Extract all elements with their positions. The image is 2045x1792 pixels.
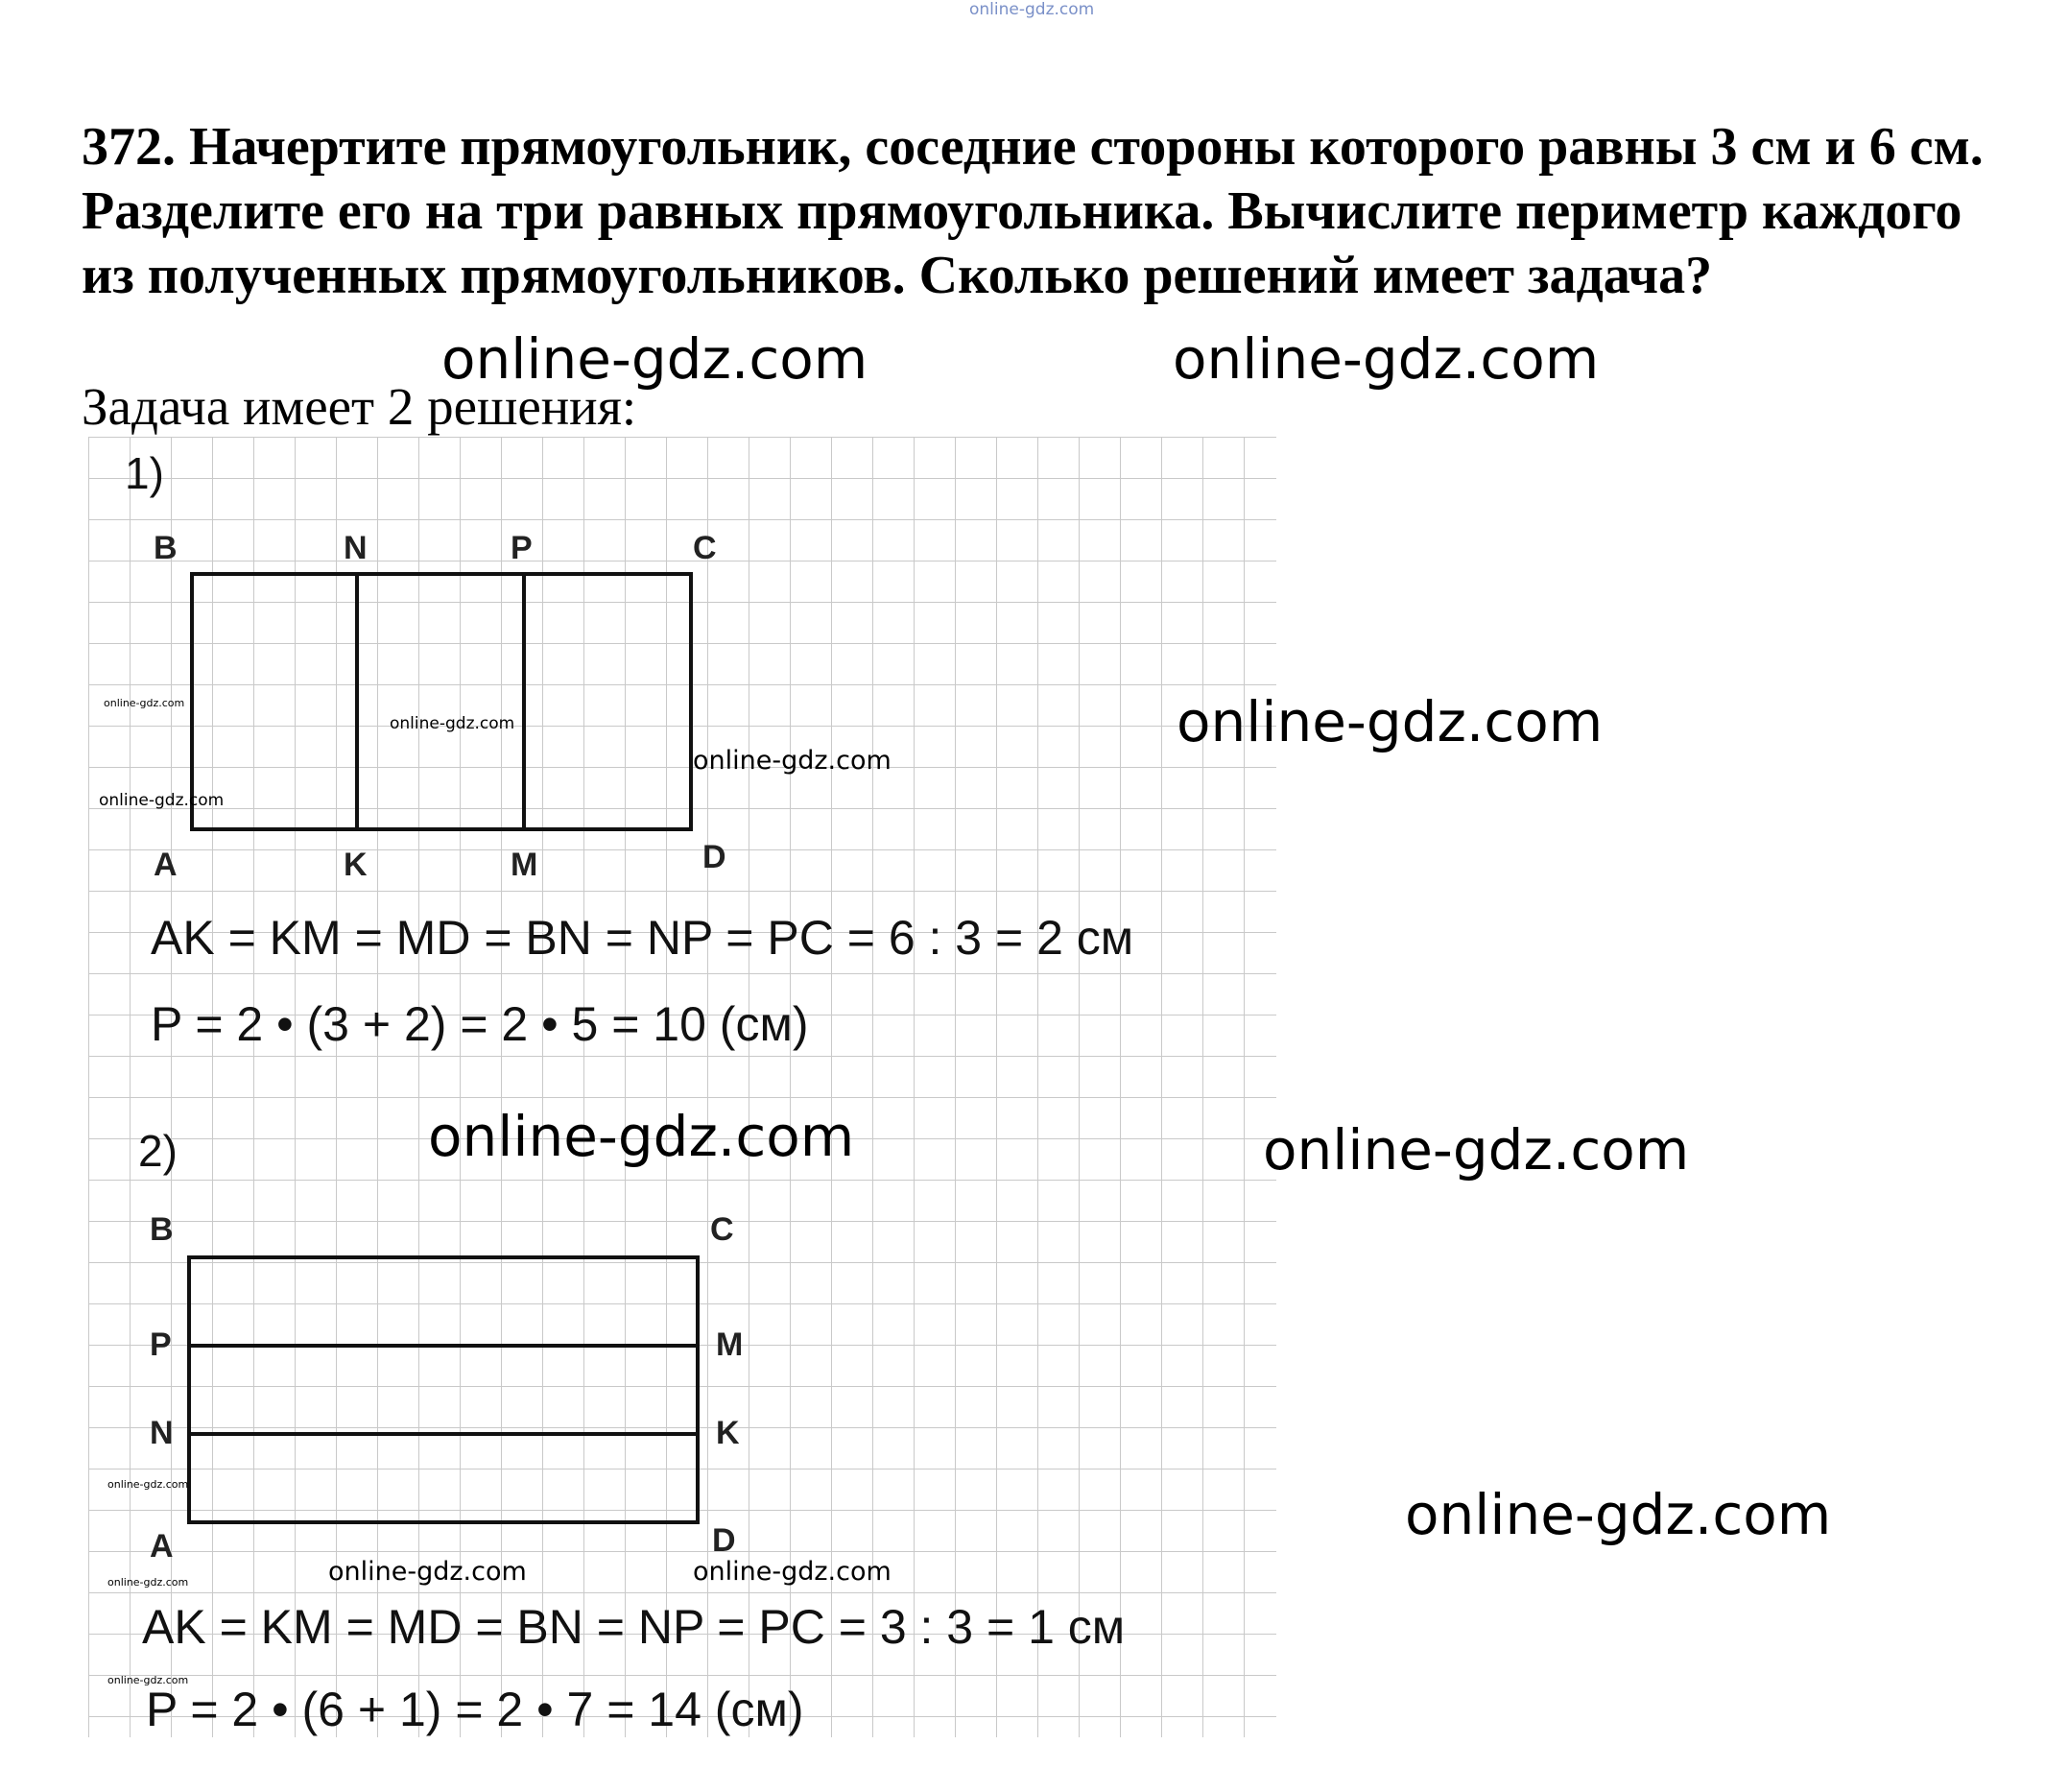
label-c-1: C bbox=[693, 530, 717, 566]
watermark: online-gdz.com bbox=[428, 1104, 855, 1169]
label-b-2: B bbox=[150, 1211, 174, 1248]
watermark: online-gdz.com bbox=[107, 1576, 189, 1589]
watermark: online-gdz.com bbox=[693, 1557, 892, 1587]
solution-2-formula-sides: AK = KM = MD = BN = NP = PC = 3 : 3 = 1 см bbox=[142, 1600, 1126, 1654]
header-watermark: online-gdz.com bbox=[969, 0, 1095, 19]
label-p-2: P bbox=[150, 1326, 172, 1363]
answer-line: Задача имеет 2 решения: bbox=[82, 377, 637, 436]
label-m-2: M bbox=[716, 1326, 744, 1363]
watermark: online-gdz.com bbox=[328, 1557, 527, 1587]
watermark: online-gdz.com bbox=[107, 1674, 189, 1686]
label-c-2: C bbox=[710, 1211, 734, 1248]
label-n-1: N bbox=[344, 530, 368, 566]
label-a-2: A bbox=[150, 1528, 174, 1565]
problem-statement: 372. Начертите прямоугольник, соседние стороны которого равны 3 см и 6 см. Разделите его на три равных прямоугольника. Вычислите периметр каждого из полученных прямоугольников. Сколько решений имеет задача? bbox=[82, 117, 1984, 305]
label-n-2: N bbox=[150, 1415, 174, 1451]
label-k-1: K bbox=[344, 847, 368, 883]
solution-1-formula-sides: AK = KM = MD = BN = NP = PC = 6 : 3 = 2 см bbox=[151, 911, 1134, 965]
watermark: online-gdz.com bbox=[1177, 689, 1604, 754]
solution-2-number: 2) bbox=[138, 1126, 178, 1176]
watermark: online-gdz.com bbox=[104, 697, 185, 709]
watermark: online-gdz.com bbox=[1263, 1117, 1690, 1183]
label-m-1: M bbox=[511, 847, 538, 883]
label-k-2: K bbox=[716, 1415, 740, 1451]
label-d-2: D bbox=[712, 1522, 736, 1559]
rectangle-2 bbox=[189, 1257, 698, 1522]
label-b-1: B bbox=[154, 530, 178, 566]
watermark: online-gdz.com bbox=[693, 746, 892, 776]
watermark: online-gdz.com bbox=[107, 1478, 189, 1491]
watermark: online-gdz.com bbox=[99, 791, 225, 810]
label-a-1: A bbox=[154, 847, 178, 883]
solution-2-formula-perimeter: P = 2 • (6 + 1) = 2 • 7 = 14 (см) bbox=[146, 1683, 804, 1736]
watermark: online-gdz.com bbox=[390, 714, 515, 733]
watermark: online-gdz.com bbox=[1405, 1482, 1832, 1547]
solution-1-number: 1) bbox=[125, 448, 164, 498]
label-p-1: P bbox=[511, 530, 533, 566]
watermark: online-gdz.com bbox=[441, 326, 868, 392]
solution-1-formula-perimeter: P = 2 • (3 + 2) = 2 • 5 = 10 (см) bbox=[151, 997, 809, 1051]
rectangle-1 bbox=[192, 574, 691, 829]
label-d-1: D bbox=[702, 839, 726, 875]
watermark: online-gdz.com bbox=[1173, 326, 1600, 392]
